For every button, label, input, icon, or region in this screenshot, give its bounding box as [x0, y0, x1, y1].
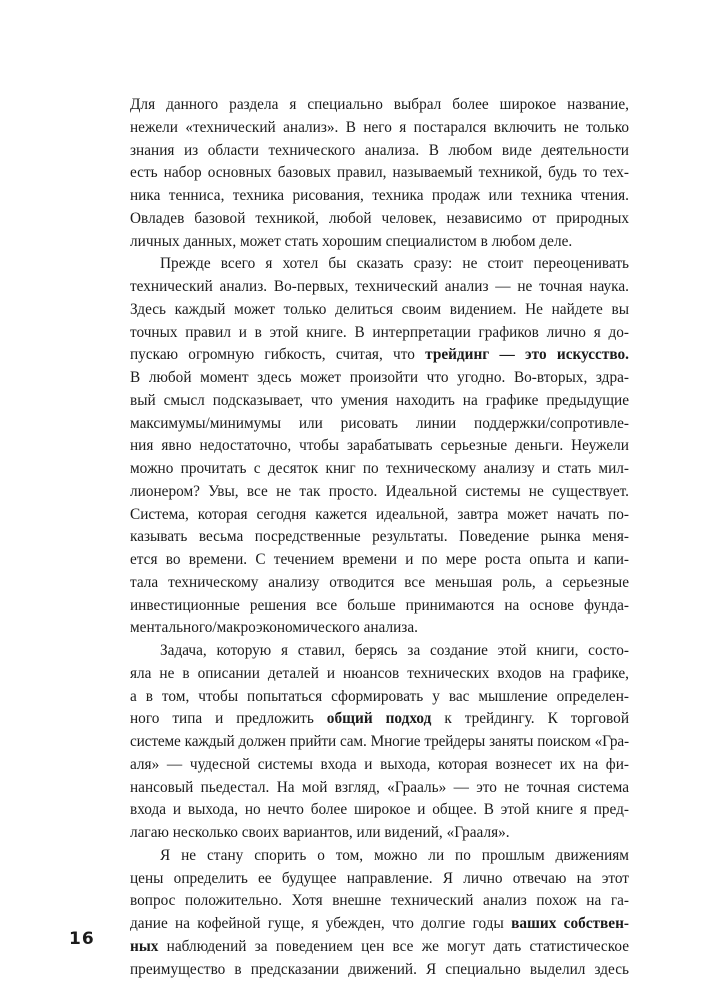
text-line: вый смысл подсказывает, что умения находить на графике предыдущие — [130, 391, 629, 409]
text-line: ментального/макроэкономического анализа. — [130, 619, 418, 637]
text-line: технический анализ. Во-первых, технический анализ — не точная наука. — [130, 278, 629, 295]
text-line — [130, 708, 629, 731]
text-line: ется во времени. С течением времени и по мере роста опыта и капи- — [130, 551, 629, 568]
text-line: В любой момент здесь может произойти что угодно. Во-вторых, здра- — [130, 369, 629, 386]
bold-emphasis: ных — [130, 937, 159, 955]
bold-emphasis: трейдинг — это искусство. — [425, 346, 629, 364]
text-line: преимущество в предсказании движений. Я специально выделил здесь — [130, 960, 629, 978]
text-segment: к трейдингу. К торговой — [431, 710, 630, 728]
text-line: Я не стану спорить о том, можно ли по прошлым движениям — [160, 846, 629, 864]
text-line: ника тенниса, техника рисования, техника продаж или техника чтения. — [130, 187, 629, 204]
bold-emphasis: ваших собствен- — [511, 915, 629, 932]
text-line: а в том, чтобы попытаться сформировать у вас мышление определен- — [130, 687, 629, 705]
text-segment: ного типа и предложить — [130, 710, 327, 728]
text-line: вопрос положительно. Хотя внешне технический анализ похож на га- — [130, 892, 629, 910]
text-line: тала техническому анализу отводится все меньшая роль, а серьезные — [130, 573, 629, 591]
text-line: системе каждый должен прийти сам. Многие трейдеры заняты поиском «Гра- — [130, 733, 629, 750]
text-line — [130, 936, 629, 959]
text-line: знания из области технического анализа. В любом виде деятельности — [130, 141, 629, 159]
text-line: ния явно недостаточно, чтобы зарабатывать серьезные деньги. Неужели — [130, 437, 629, 455]
text-line — [130, 913, 629, 936]
text-line: Задача, которую я ставил, берясь за создание этой книги, состо- — [160, 642, 629, 659]
text-line: инвестиционные решения все больше принимаются на основе фунда- — [130, 596, 629, 614]
text-line: Прежде всего я хотел бы сказать сразу: не стоит переоценивать — [160, 255, 629, 273]
text-line: Овладев базовой техникой, любой человек, независимо от природных — [130, 209, 629, 227]
text-segment: дание на кофейной гуще, я убежден, что долгие годы — [130, 915, 512, 932]
text-line: входа и выхода, но нечто более широкое и общее. В этой книге я пред- — [130, 801, 629, 819]
text-line: аля» — чудесной системы входа и выхода, которая вознесет их на фи- — [130, 755, 629, 773]
text-line: Система, которая сегодня кажется идеальной, завтра может начать по- — [130, 505, 629, 523]
text-line: Здесь каждый может только делиться своим видением. Не найдете вы — [130, 300, 629, 318]
text-segment: наблюдений за поведением цен все же могут дать статистическое — [158, 937, 629, 955]
text-line: казывать весьма посредственные результаты. Поведение рынка меня- — [130, 528, 629, 546]
text-line: личных данных, может стать хорошим специалистом в любом деле. — [130, 232, 573, 250]
body-text — [130, 94, 629, 981]
text-line: яла не в описании деталей и нюансов технических входов на графике, — [130, 664, 629, 682]
text-line: нансовый пьедестал. На мой взгляд, «Грааль» — это не точная система — [130, 778, 629, 796]
text-line: максимумы/минимумы или рисовать линии поддержки/сопротивле- — [130, 414, 629, 432]
text-line: цены определить ее будущее направление. Я лично отвечаю на этот — [130, 869, 629, 887]
text-line — [130, 344, 629, 367]
text-line: Для данного раздела я специально выбрал более широкое название, — [130, 96, 629, 113]
page-number: 16 — [69, 929, 95, 949]
text-line: можно прочитать с десяток книг по техническому анализу и стать мил- — [130, 460, 629, 477]
bold-emphasis: общий подход — [326, 710, 432, 728]
text-line: точных правил и в этой книге. В интерпретации графиков лично я до- — [130, 323, 629, 341]
text-segment: пускаю огромную гибкость, считая, что — [130, 346, 426, 364]
text-line: лагаю несколько своих вариантов, или видений, «Грааля». — [130, 824, 510, 841]
text-line: нежели «технический анализ». В него я постарался включить не только — [130, 118, 629, 136]
text-line: лионером? Увы, все не так просто. Идеальной системы не существует. — [130, 482, 629, 500]
text-line: есть набор основных базовых правил, называемый техникой, будь то тех- — [130, 164, 629, 182]
